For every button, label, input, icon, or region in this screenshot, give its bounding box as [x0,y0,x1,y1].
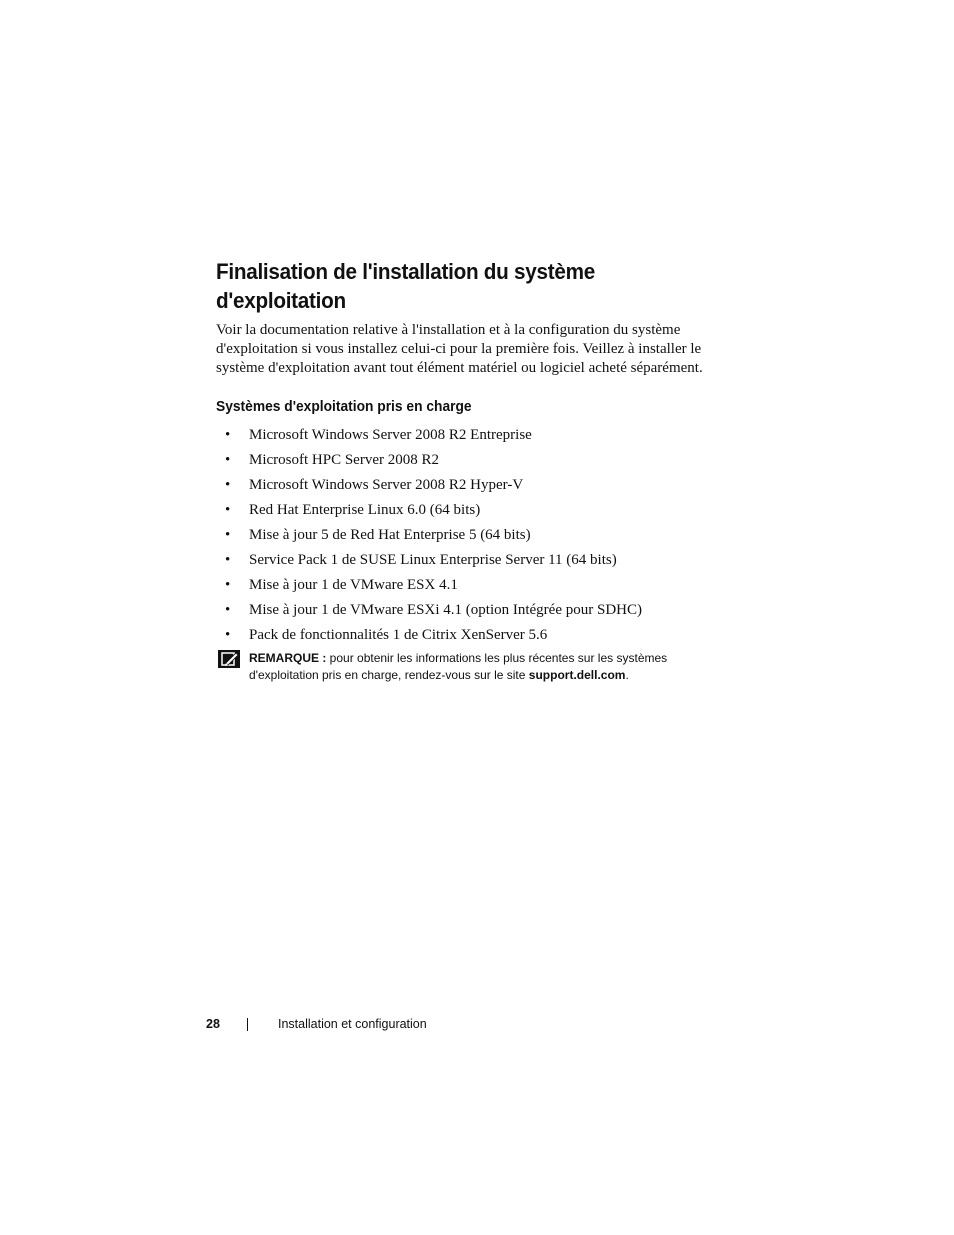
list-item [216,623,716,648]
intro-paragraph: Voir la documentation relative à l'installation et à la configuration du système d'exploitation si vous installez celui-ci pour la première fois. Veillez à installer le système d'exploitation avant tout élément matériel ou logiciel acheté séparément. [216,322,703,376]
list-item [216,448,716,473]
bullet: • [225,427,231,443]
support-link[interactable]: support.dell.com [528,668,626,682]
supported-os-list [216,423,716,648]
list-item [216,498,716,523]
list-item [216,473,716,498]
list-item-text: Microsoft Windows Server 2008 R2 Hyper-V [249,477,524,493]
page-number: 28 [206,1017,220,1031]
list-item [216,423,716,448]
list-item [216,548,716,573]
list-item-text: Pack de fonctionnalités 1 de Citrix XenServer 5.6 [249,627,548,643]
list-item-text: Microsoft HPC Server 2008 R2 [249,452,439,468]
bullet: • [225,627,231,643]
bullet: • [225,502,231,518]
footer-divider [247,1018,248,1031]
bullet: • [225,552,231,568]
note-end: . [625,668,629,682]
page-title [216,257,639,315]
page-title-line-1: Finalisation de l'installation du système [216,259,595,284]
list-item-text: Mise à jour 5 de Red Hat Enterprise 5 (64 bits) [249,527,531,543]
list-item-text: Service Pack 1 de SUSE Linux Enterprise Server 11 (64 bits) [249,552,617,568]
bullet: • [225,452,231,468]
list-item-text: Red Hat Enterprise Linux 6.0 (64 bits) [249,502,481,518]
main-content [216,257,716,684]
list-item-text: Mise à jour 1 de VMware ESX 4.1 [249,577,458,593]
bullet: • [225,527,231,543]
list-item [216,598,716,623]
list-item [216,523,716,548]
note-box [216,650,719,684]
note-label: REMARQUE : [249,651,327,665]
bullet: • [225,477,231,493]
footer-section-name: Installation et configuration [278,1017,427,1031]
bullet: • [225,577,231,593]
section-heading: Systèmes d'exploitation pris en charge [216,398,472,415]
list-item-text: Microsoft Windows Server 2008 R2 Entreprise [249,427,532,443]
page-title-line-2: d'exploitation [216,288,346,313]
note-text: pour obtenir les informations les plus récentes sur les systèmes d'exploitation pris en charge, rendez-vous sur le site [249,651,668,682]
pencil-note-icon [218,650,240,668]
list-item [216,573,716,598]
bullet: • [225,602,231,618]
list-item-text: Mise à jour 1 de VMware ESXi 4.1 (option Intégrée pour SDHC) [249,602,642,618]
